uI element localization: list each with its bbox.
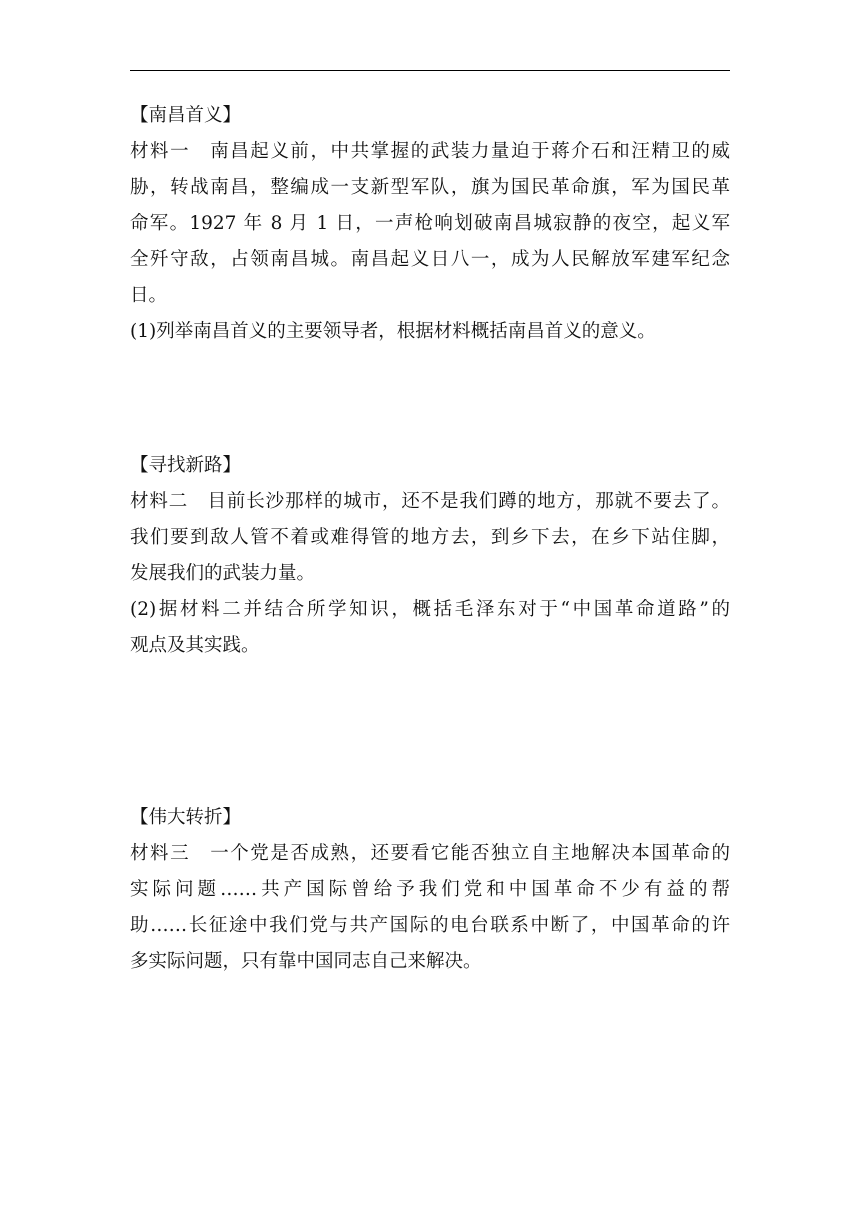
answer-space	[130, 350, 730, 448]
question-line: (1)列举南昌首义的主要领导者，根据材料概括南昌首义的意义。	[130, 321, 656, 342]
section-new-road	[130, 448, 730, 664]
section-nanchang	[130, 98, 730, 350]
question-line: 观点及其实践。	[130, 635, 260, 656]
material-line: 我们要到敌人管不着或难得管的地方去，到乡下去，在乡下站住脚，	[130, 527, 730, 548]
section-great-turn	[130, 800, 730, 980]
material-line: 实际问题……共产国际曾给予我们党和中国革命不少有益的帮	[130, 879, 730, 900]
question-line: (2)据材料二并结合所学知识，概括毛泽东对于“中国革命道路”的	[130, 599, 730, 620]
material-line: 材料三 一个党是否成熟，还要看它能否独立自主地解决本国革命的	[130, 843, 730, 864]
material-line: 助……长征途中我们党与共产国际的电台联系中断了，中国革命的许	[130, 915, 730, 936]
header-rule	[130, 70, 730, 71]
material-line: 胁，转战南昌，整编成一支新型军队，旗为国民革命旗，军为国民革	[130, 177, 730, 198]
material-line: 发展我们的武装力量。	[130, 563, 316, 584]
section-heading: 【伟大转折】	[130, 807, 242, 828]
section-heading: 【寻找新路】	[130, 455, 242, 476]
answer-space	[130, 664, 730, 800]
document-content	[130, 98, 730, 980]
material-line: 材料二 目前长沙那样的城市，还不是我们蹲的地方，那就不要去了。	[130, 491, 730, 512]
material-line: 多实际问题，只有靠中国同志自己来解决。	[130, 951, 482, 972]
material-line: 材料一 南昌起义前，中共掌握的武装力量迫于蒋介石和汪精卫的威	[130, 141, 730, 162]
section-heading: 【南昌首义】	[130, 105, 242, 126]
material-line: 命军。1927 年 8 月 1 日，一声枪响划破南昌城寂静的夜空，起义军	[130, 213, 730, 234]
material-line: 全歼守敌，占领南昌城。南昌起义日八一，成为人民解放军建军纪念	[130, 249, 730, 270]
material-line: 日。	[130, 285, 168, 306]
